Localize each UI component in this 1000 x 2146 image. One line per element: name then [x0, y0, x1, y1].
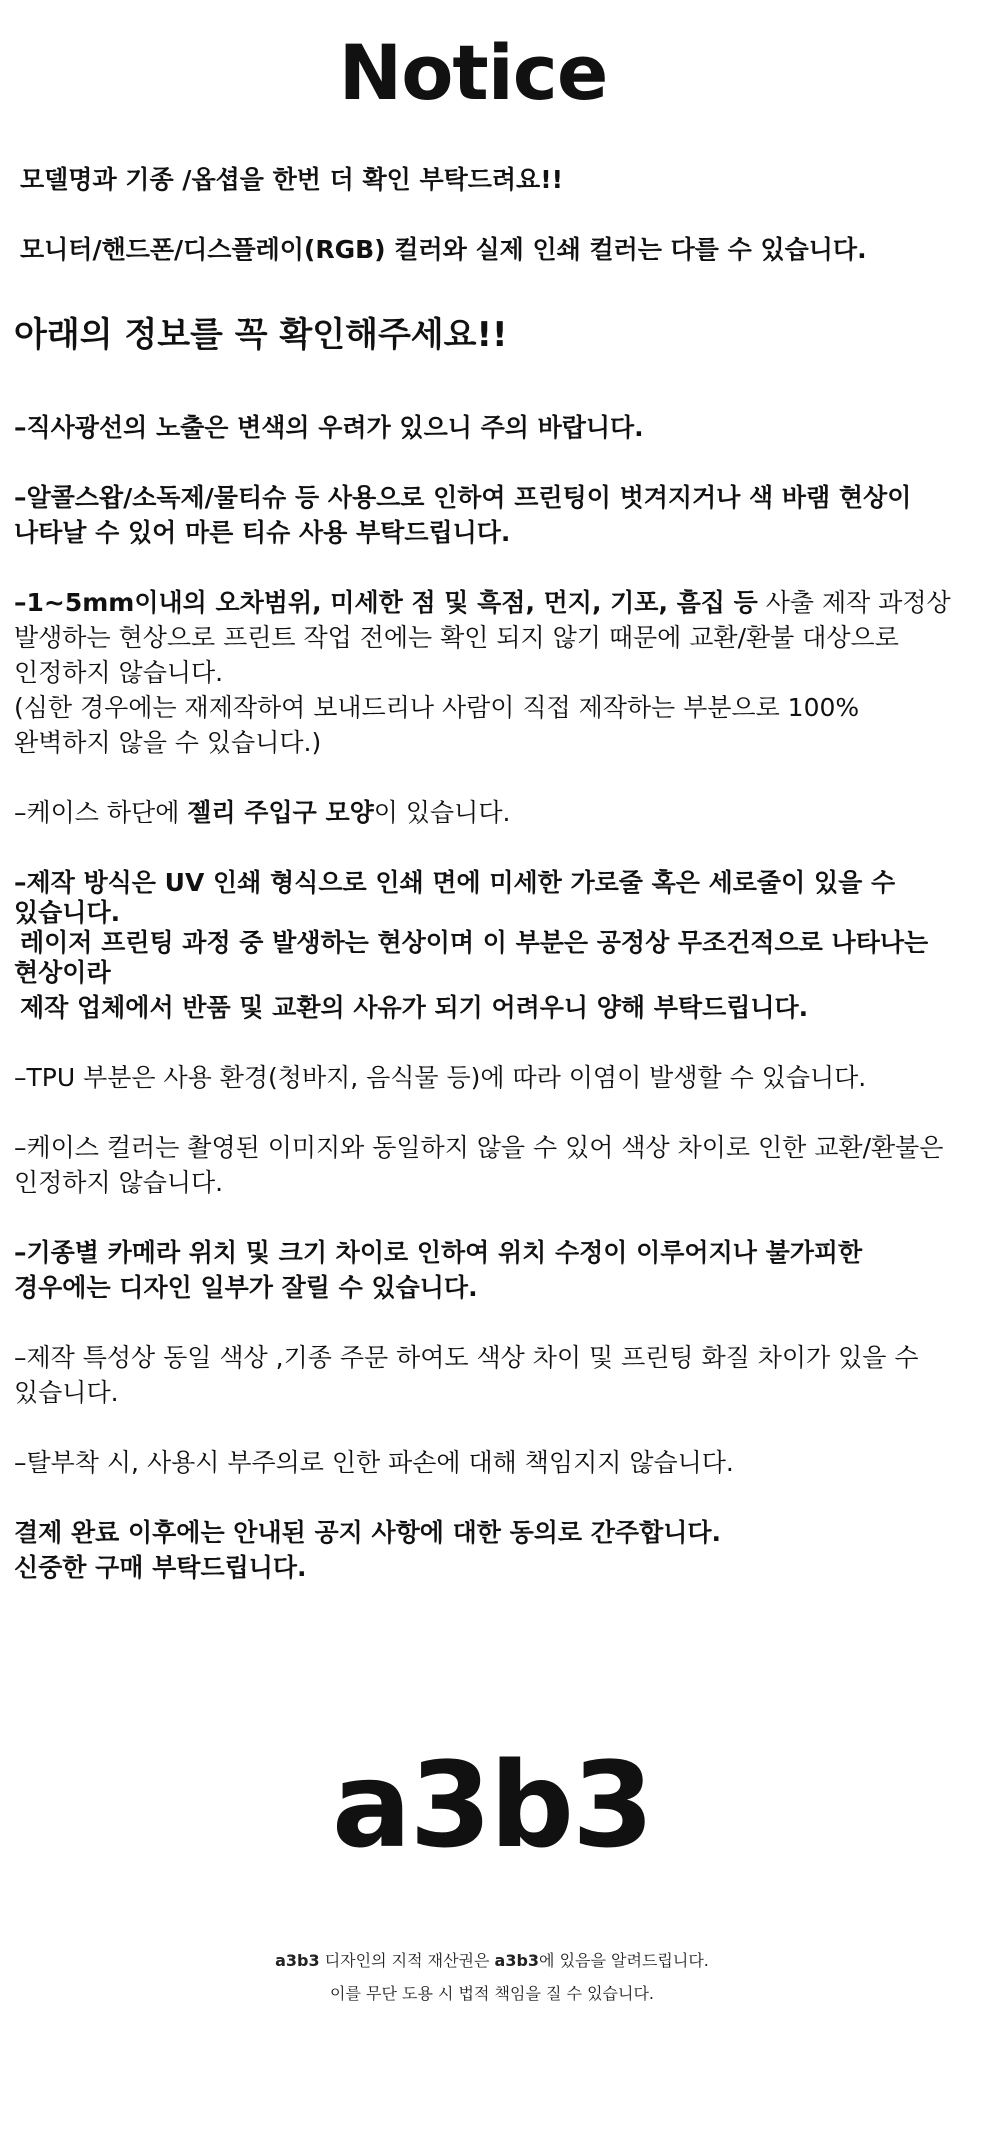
footer-text-1a: 디자인의 지적 재산권은 [319, 1951, 495, 1970]
page-title: Notice [338, 28, 608, 117]
footer-ip-notice [0, 1950, 984, 1972]
note-uv-line3: 레이저 프린팅 과정 중 발생하는 현상이며 이 부분은 공정상 무조건적으로 나타나는 [20, 928, 929, 957]
note-tpu: –TPU 부분은 사용 환경(청바지, 음식물 등)에 따라 이염이 발생할 수 있습니다. [14, 1063, 867, 1092]
note-agreement-line2: 신중한 구매 부탁드립니다. [14, 1553, 307, 1582]
section-heading: 아래의 정보를 꼭 확인해주세요!! [14, 315, 508, 355]
intro-line-model-check: 모델명과 기종 /옵셥을 한번 더 확인 부탁드려요!! [20, 165, 564, 194]
note-case-color-line2: 인정하지 않습니다. [14, 1168, 224, 1197]
note-jelly-bold: 젤리 주입구 모양 [187, 798, 374, 827]
note-tolerance-line5: 완벽하지 않을 수 있습니다.) [14, 728, 322, 757]
footer-brand-2: a3b3 [494, 1951, 540, 1970]
footer-legal-notice: 이를 무단 도용 시 법적 책임을 질 수 있습니다. [330, 1984, 654, 2003]
note-jelly-inlet [14, 795, 989, 830]
note-uv-line4: 현상이라 [14, 958, 111, 987]
note-production-line1: –제작 특성상 동일 색상 ,기종 주문 하여도 색상 차이 및 프린팅 화질 차이가 있을 수 [14, 1343, 919, 1372]
note-agreement-line1: 결제 완료 이후에는 안내된 공지 사항에 대한 동의로 간주합니다. [14, 1518, 722, 1547]
note-case-color-line1: –케이스 컬러는 촬영된 이미지와 동일하지 않을 수 있어 색상 차이로 인한 교환/환불은 [14, 1133, 944, 1162]
intro-line-color-difference: 모니터/핸드폰/디스플레이(RGB) 컬러와 실제 인쇄 컬러는 다를 수 있습니다. [20, 235, 867, 264]
note-production-line2: 있습니다. [14, 1378, 119, 1407]
note-sunlight: –직사광선의 노출은 변색의 우려가 있으니 주의 바랍니다. [14, 413, 644, 442]
note-tolerance-line2: 발생하는 현상으로 프린트 작업 전에는 확인 되지 않기 때문에 교환/환불 대상으로 [14, 623, 899, 652]
note-uv-line2: 있습니다. [14, 898, 121, 927]
note-tolerance-rest: 사출 제작 과정상 [757, 588, 951, 617]
note-tolerance-line4: (심한 경우에는 재제작하여 보내드리나 사람이 직접 제작하는 부분으로 100% [14, 693, 860, 722]
note-uv-line5: 제작 업체에서 반품 및 교환의 사유가 되기 어려우니 양해 부탁드립니다. [20, 993, 809, 1022]
note-tolerance-bold: –1~5mm이내의 오차범위, 미세한 점 및 흑점, 먼지, 기포, 흠집 등 [14, 588, 758, 617]
note-damage: –탈부착 시, 사용시 부주의로 인한 파손에 대해 책임지지 않습니다. [14, 1448, 734, 1477]
note-alcohol-line1: –알콜스왑/소독제/물티슈 등 사용으로 인하여 프린팅이 벗겨지거나 색 바램 현상이 [14, 483, 912, 512]
footer-text-1b: 에 있음을 알려드립니다. [539, 1951, 709, 1970]
note-alcohol-line2: 나타날 수 있어 마른 티슈 사용 부탁드립니다. [14, 518, 511, 547]
footer-brand-1: a3b3 [275, 1951, 320, 1970]
note-camera-line1: –기종별 카메라 위치 및 크기 차이로 인하여 위치 수정이 이루어지나 불가피한 [14, 1238, 863, 1267]
note-jelly-pre: –케이스 하단에 [14, 798, 188, 827]
note-uv-line1: –제작 방식은 UV 인쇄 형식으로 인쇄 면에 미세한 가로줄 혹은 세로줄이 있을 수 [14, 868, 896, 897]
note-tolerance-line3: 인정하지 않습니다. [14, 658, 224, 687]
brand-logo: a3b3 [331, 1736, 653, 1874]
note-camera-line2: 경우에는 디자인 일부가 잘릴 수 있습니다. [14, 1273, 478, 1302]
note-jelly-post: 이 있습니다. [373, 798, 511, 827]
note-tolerance-line1 [14, 585, 989, 620]
